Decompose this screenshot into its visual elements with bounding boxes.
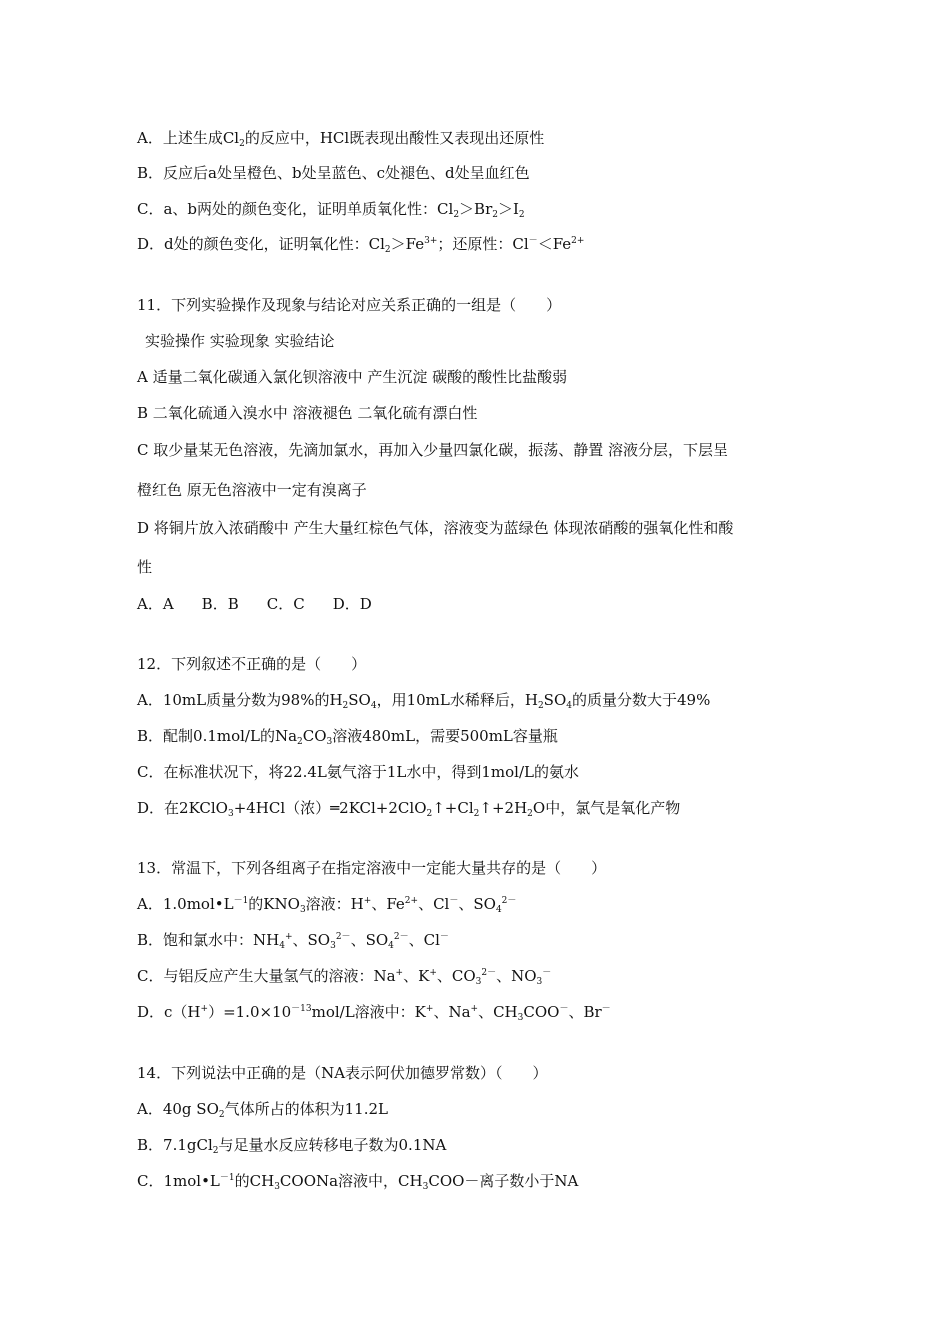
q11-option-b: B．B bbox=[201, 595, 239, 613]
q12-option-a: A．10mL质量分数为98%的$H_2SO_4$，用10mL水稀释后，$H_2SO_4$的质量分数大于49% bbox=[137, 691, 711, 711]
q11-row-c-line2: 橙红色 原无色溶液中一定有溴离子 bbox=[137, 481, 367, 499]
q11-options bbox=[137, 594, 400, 614]
q11-stem: 11．下列实验操作及现象与结论对应关系正确的一组是（ ） bbox=[137, 296, 562, 314]
q11-row-b: B 二氧化硫通入溴水中 溶液褪色 二氧化硫有漂白性 bbox=[137, 404, 478, 422]
q11-row-c-line1: C 取少量某无色溶液，先滴加氯水，再加入少量四氯化碳，振荡、静置 溶液分层，下层呈 bbox=[137, 441, 729, 459]
q13-stem: 13．常温下，下列各组离子在指定溶液中一定能大量共存的是（ ） bbox=[137, 859, 607, 877]
q10-option-d: D．d处的颜色变化，证明氧化性：$Cl_2>Fe^{3+}$；还原性：$Cl^-<Fe^{2+}$ bbox=[137, 235, 585, 255]
q11-option-d: D．D bbox=[332, 595, 372, 613]
q11-table-header: 实验操作 实验现象 实验结论 bbox=[145, 332, 335, 350]
q11-option-c: C．C bbox=[266, 595, 305, 613]
q14-option-c: C．$1mol•L^{-1}$的$CH_3COONa$溶液中，$CH_3COO-$离子数小于NA bbox=[137, 1172, 579, 1192]
q13-option-c: C．与铝反应产生大量氢气的溶液：Na+、K+、$CO_3^{2-}$、$NO_3^-$ bbox=[137, 967, 552, 987]
q14-option-a: A．40g $SO_2$气体所占的体积为11.2L bbox=[137, 1100, 388, 1120]
q13-option-a: A．$1.0mol•L^{-1}$的$KNO_3$溶液：H+、$Fe^{2+}$、Cl－、$SO_4^{2-}$ bbox=[137, 895, 517, 915]
q11-row-a: A 适量二氧化碳通入氯化钡溶液中 产生沉淀 碳酸的酸性比盐酸弱 bbox=[137, 368, 568, 386]
q12-stem: 12．下列叙述不正确的是（ ） bbox=[137, 655, 367, 673]
q11-row-d-line1: D 将铜片放入浓硝酸中 产生大量红棕色气体，溶液变为蓝绿色 体现浓硝酸的强氧化性和酸 bbox=[137, 519, 734, 537]
q14-stem: 14．下列说法中正确的是（NA表示阿伏加德罗常数）（ ） bbox=[137, 1064, 548, 1082]
q10-option-b: B．反应后a处呈橙色、b处呈蓝色、c处褪色、d处呈血红色 bbox=[137, 164, 530, 182]
q12-option-b: B．配制0.1mol/L的$Na_2CO_3$溶液480mL，需要500mL容量瓶 bbox=[137, 727, 558, 747]
q10-option-a: A．上述生成$Cl_2$的反应中，HCl既表现出酸性又表现出还原性 bbox=[137, 129, 545, 149]
q10-option-c: C．a、b两处的颜色变化，证明单质氧化性：$Cl_2>Br_2>I_2$ bbox=[137, 200, 525, 220]
q12-option-d: D．在2KClO$_3$+4HCl（浓）$═2KCl+2ClO_2↑+Cl_2↑+2H_2O$中，氯气是氧化产物 bbox=[137, 799, 681, 819]
q14-option-b: B．7.1gCl$_2$与足量水反应转移电子数为0.1NA bbox=[137, 1136, 447, 1156]
q11-row-d-line2: 性 bbox=[137, 558, 153, 576]
q11-option-a: A．A bbox=[137, 595, 174, 613]
q12-option-c: C．在标准状况下，将22.4L氨气溶于1L水中，得到1mol/L的氨水 bbox=[137, 763, 579, 781]
q13-option-d: D．$c(H^+)=1.0\times 10^{-13}mol/L$溶液中：K+、Na+、$CH_3COO^-$、Br－ bbox=[137, 1003, 611, 1023]
q13-option-b: B．饱和氯水中：$NH_4^+$、$SO_3^{2-}$、$SO_4^{2-}$、Cl－ bbox=[137, 931, 449, 951]
